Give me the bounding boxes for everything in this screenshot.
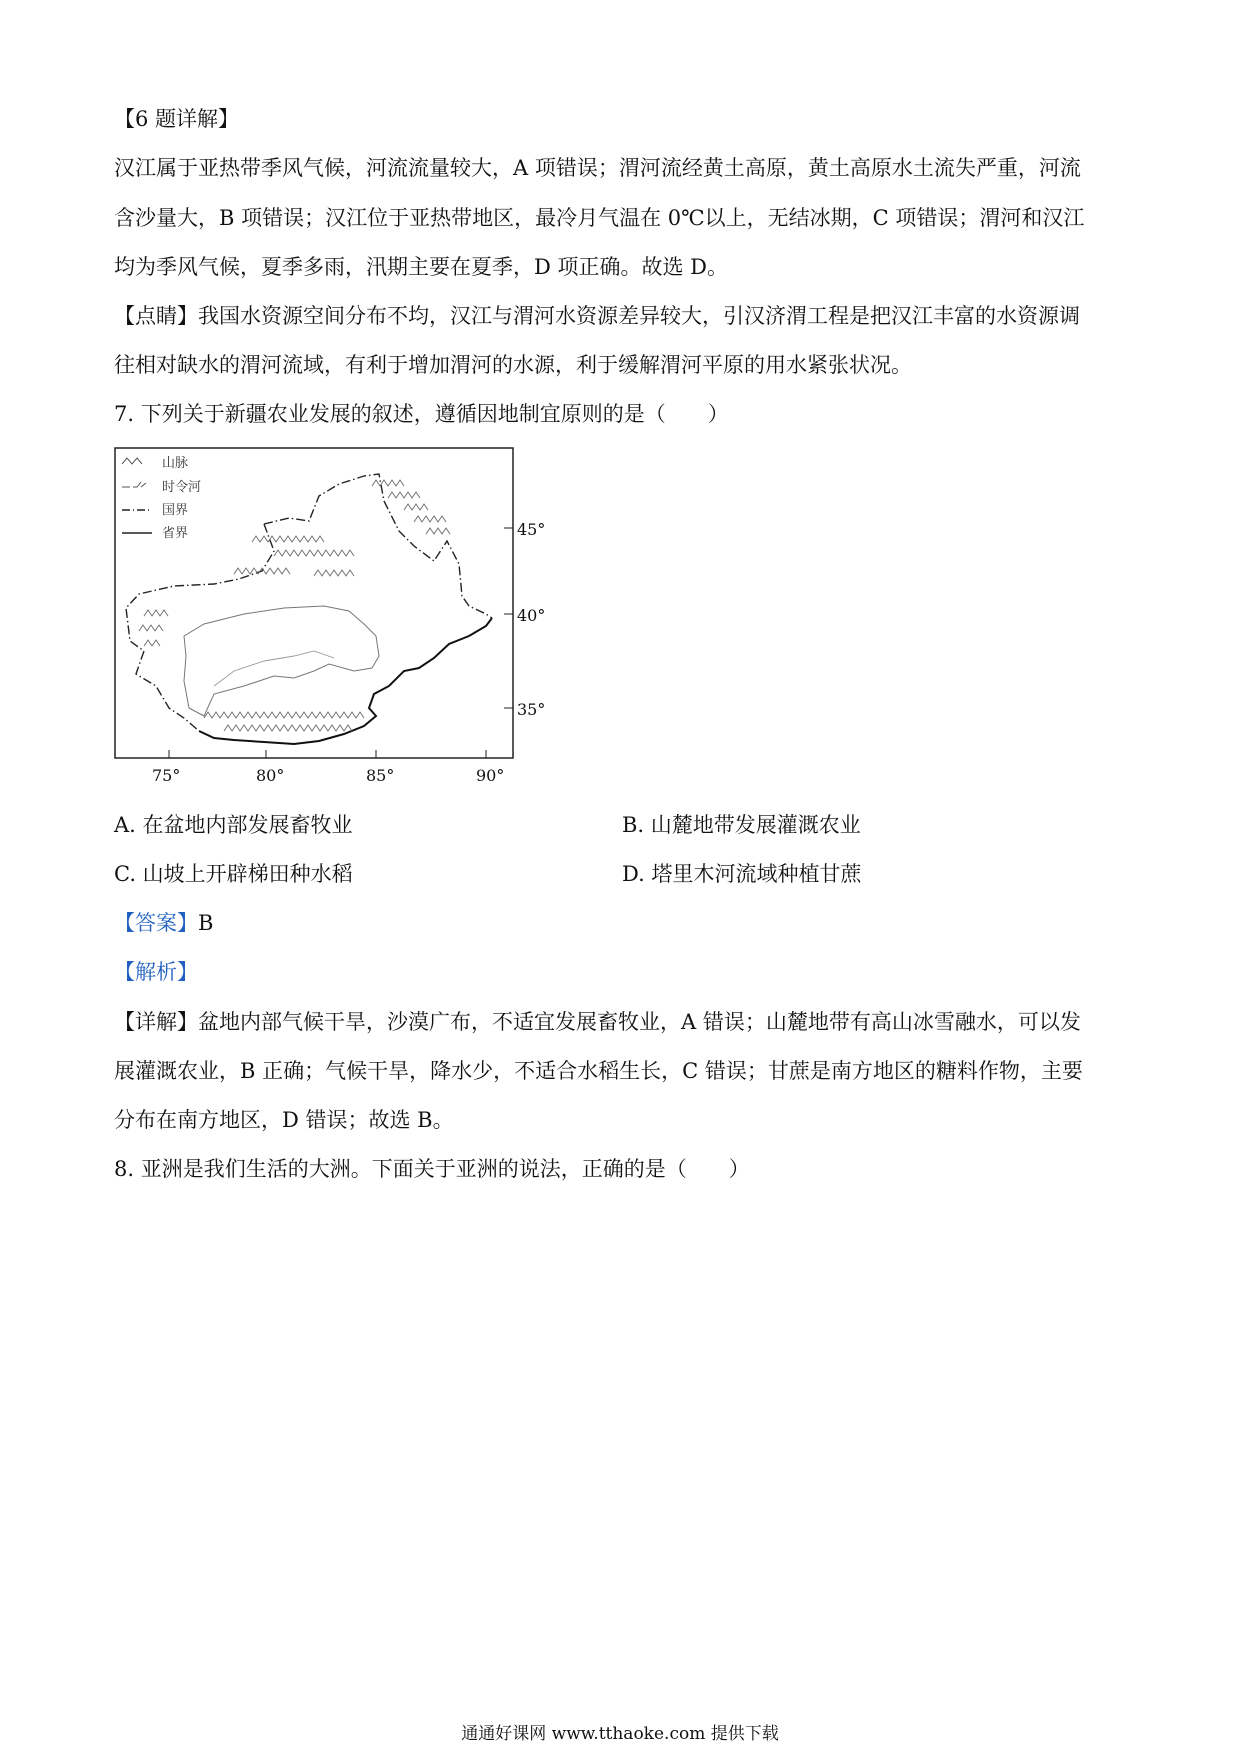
q7-option-c: C. 山坡上开辟梯田种水稻 [114, 862, 353, 886]
lon-label-75: 75° [152, 766, 181, 785]
basin-river [184, 606, 379, 716]
legend-province-label: 省界 [162, 526, 189, 541]
national-border [264, 474, 492, 618]
basin-inner-river [214, 651, 334, 686]
lat-label-35: 35° [517, 700, 546, 719]
lat-label-40: 40° [517, 606, 546, 625]
western-border [126, 524, 274, 731]
s6-line-3: 均为季风气候，夏季多雨，汛期主要在夏季，D 项正确。故选 D。 [114, 255, 729, 279]
lon-label-80: 80° [256, 766, 285, 785]
answer-value: B [198, 911, 214, 935]
q7-option-b: B. 山麓地带发展灌溉农业 [622, 813, 861, 837]
s6-title: 【6 题详解】 [114, 107, 240, 131]
lat-label-45: 45° [517, 520, 546, 539]
xinjiang-map-svg [114, 446, 514, 764]
q7-option-d: D. 塔里木河流域种植甘蔗 [622, 862, 862, 886]
q8-stem: 8. 亚洲是我们生活的大洲。下面关于亚洲的说法，正确的是（ ） [114, 1157, 750, 1181]
q7-stem: 7. 下列关于新疆农业发展的叙述，遵循因地制宜原则的是（ ） [114, 402, 729, 426]
answer-label: 【答案】 [114, 911, 198, 935]
q7-detail-line-3: 分布在南方地区，D 错误；故选 B。 [114, 1108, 454, 1132]
lon-label-85: 85° [366, 766, 395, 785]
legend-seasonal-river-label: 时令河 [162, 480, 202, 495]
q7-detail-line-1: 【详解】盆地内部气候干旱，沙漠广布，不适宜发展畜牧业，A 错误；山麓地带有高山冰雪融水，可以发 [114, 1010, 1081, 1034]
provincial-border [199, 618, 492, 744]
legend-mountain-label: 山脉 [162, 456, 189, 471]
xinjiang-map [114, 446, 514, 764]
lon-ticks [169, 750, 486, 758]
map-legend [116, 449, 234, 541]
s6-point-line-1: 【点睛】我国水资源空间分布不均，汉江与渭河水资源差异较大，引汉济渭工程是把汉江丰富的水资源调 [114, 304, 1080, 328]
s6-point-line-2: 往相对缺水的渭河流域，有利于增加渭河的水源，利于缓解渭河平原的用水紧张状况。 [114, 353, 912, 377]
q7-answer-line [114, 908, 213, 938]
s6-line-1: 汉江属于亚热带季风气候，河流流量较大，A 项错误；渭河流经黄土高原，黄土高原水土流失严重，河流 [114, 156, 1081, 180]
lat-ticks [504, 528, 513, 708]
analysis-label: 【解析】 [114, 960, 198, 984]
s6-line-2: 含沙量大，B 项错误；汉江位于亚热带地区，最冷月气温在 0℃以上，无结冰期，C 项错误；渭河和汉江 [114, 206, 1085, 230]
page-footer: 通通好课网 www.tthaoke.com 提供下载 [461, 1724, 779, 1744]
legend-border-label: 国界 [162, 503, 189, 518]
lon-label-90: 90° [476, 766, 505, 785]
q7-option-a: A. 在盆地内部发展畜牧业 [114, 813, 353, 837]
q7-detail-line-2: 展灌溉农业，B 正确；气候干旱，降水少，不适合水稻生长，C 错误；甘蔗是南方地区的糖料作物，主要 [114, 1059, 1083, 1083]
